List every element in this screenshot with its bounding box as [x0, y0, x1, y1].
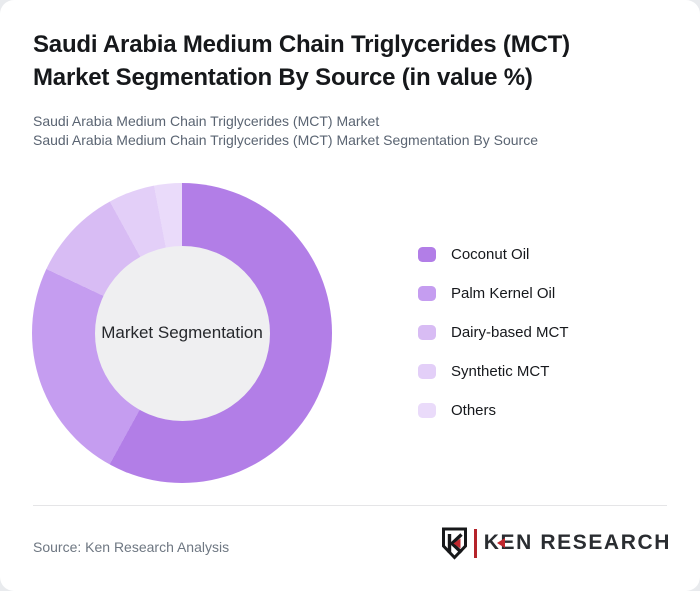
logo-text: KEN RESEARCH — [483, 531, 671, 554]
subtitle-line-1: Saudi Arabia Medium Chain Triglycerides (MCT) Market — [33, 113, 380, 129]
donut-center-label: Market Segmentation — [101, 323, 263, 342]
donut-chart[interactable] — [32, 183, 332, 483]
footer-divider — [33, 505, 667, 506]
ken-research-logo — [441, 526, 671, 560]
chart-subtitle — [33, 112, 538, 150]
legend-swatch — [418, 286, 436, 301]
legend-label: Dairy-based MCT — [451, 323, 569, 341]
legend-swatch — [418, 364, 436, 379]
source-text: Source: Ken Research Analysis — [33, 539, 230, 555]
legend-swatch — [418, 403, 436, 418]
page-title: Saudi Arabia Medium Chain Triglycerides (MCT) Market Segmentation By Source (in value %) — [33, 31, 570, 91]
donut-hole — [95, 246, 270, 421]
legend-swatch — [418, 325, 436, 340]
subtitle-line-2: Saudi Arabia Medium Chain Triglycerides (MCT) Market Segmentation By Source — [33, 132, 538, 148]
legend-label: Synthetic MCT — [451, 362, 550, 380]
legend-item-synthetic-mct[interactable] — [418, 363, 569, 379]
legend-label: Palm Kernel Oil — [451, 284, 556, 302]
logo-text-wrap — [484, 531, 671, 555]
ken-shield-icon — [441, 527, 468, 560]
logo-red-bar — [474, 529, 477, 558]
legend-label: Others — [451, 401, 497, 419]
logo-k-red-triangle-icon — [497, 538, 505, 548]
legend-label: Coconut Oil — [451, 245, 530, 263]
legend-item-dairy-based-mct[interactable] — [418, 324, 569, 340]
legend-item-palm-kernel-oil[interactable] — [418, 285, 569, 301]
legend-item-coconut-oil[interactable] — [418, 246, 569, 262]
legend-item-others[interactable] — [418, 402, 569, 418]
legend-swatch — [418, 247, 436, 262]
chart-legend — [418, 246, 569, 441]
